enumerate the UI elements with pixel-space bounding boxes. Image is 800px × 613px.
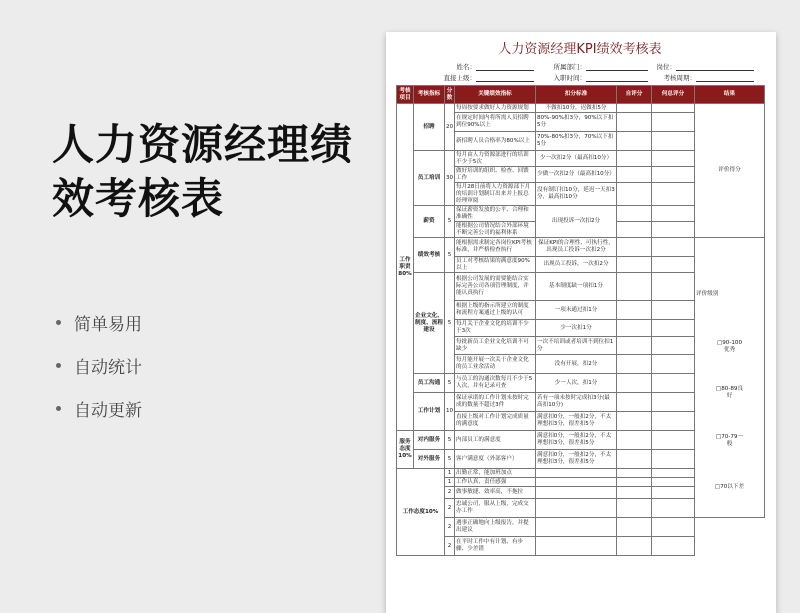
manager-score-cell[interactable] bbox=[652, 132, 695, 151]
self-score-cell[interactable] bbox=[617, 537, 652, 556]
manager-score-cell[interactable] bbox=[652, 537, 695, 556]
feature-list bbox=[56, 312, 142, 441]
table-row: 工作职责80% 招聘 20 每周按要求做好人力资源规划 不做扣10分，迟做扣5分 评价得分 bbox=[397, 104, 765, 113]
table-row: 工作态度10% 1 出勤正常，能加班加点 bbox=[397, 469, 765, 478]
manager-score-cell[interactable] bbox=[652, 301, 695, 320]
page-title: 人力资源经理绩 效考核表 bbox=[52, 120, 354, 223]
table-row: 能根据公司情况结合外部环境不断完善公司的福利体系 bbox=[397, 222, 765, 238]
self-score-cell[interactable] bbox=[617, 151, 652, 167]
manager-score-cell[interactable] bbox=[652, 183, 695, 206]
table-row: 对外服务 5 客户满意度（外部客户） 满意扣0分，一般扣2分，不太理想扣3分，很差扣5分 bbox=[397, 450, 765, 469]
self-score-cell[interactable] bbox=[617, 499, 652, 518]
manager-score-cell[interactable] bbox=[652, 374, 695, 393]
self-score-cell[interactable] bbox=[617, 206, 652, 222]
table-row: 2 忠诚公司，服从上级，完成交办工作 bbox=[397, 499, 765, 518]
info-row-2: 直接上级： 入职时间： 考核周期： bbox=[396, 71, 764, 82]
manager-score-cell[interactable] bbox=[652, 478, 695, 487]
manager-score-cell[interactable] bbox=[652, 393, 695, 412]
manager-score-cell[interactable] bbox=[652, 450, 695, 469]
category-cell: 工作职责80% bbox=[397, 104, 414, 431]
entry-date-field[interactable] bbox=[586, 74, 648, 82]
self-score-cell[interactable] bbox=[617, 320, 652, 337]
table-row: 绩效考核 5 能根据需求制定各岗位KPI考核标准，并严格检查执行 保证KPI的合理性、可执行性，出现员工投诉一次扣2分 评价级别 □90-100优秀 □80-89良好 □70-79一般 □70以下差 bbox=[397, 238, 765, 257]
manager-score-cell[interactable] bbox=[652, 167, 695, 183]
bullet-icon bbox=[56, 406, 61, 411]
manager-score-cell[interactable] bbox=[652, 113, 695, 132]
table-row: 每月28日前将人力资源部下月的培训计划制订出来并上报总经理审阅 没有制订扣10分，延迟一天扣3分，最高扣10分 bbox=[397, 183, 765, 206]
document-preview bbox=[386, 32, 776, 613]
dept-field[interactable] bbox=[586, 63, 648, 71]
feature-item: 自动更新 bbox=[56, 398, 142, 419]
manager-score-cell[interactable] bbox=[652, 257, 695, 273]
self-score-cell[interactable] bbox=[617, 431, 652, 450]
table-row: 新招聘人员合格率为80%以上 70%-80%扣3分，70%以下扣5分 bbox=[397, 132, 765, 151]
self-score-cell[interactable] bbox=[617, 238, 652, 257]
table-row: 薪资 5 保证薪资发放的公平、合理和准确性 出现投诉一次扣2分 bbox=[397, 206, 765, 222]
manager-score-cell[interactable] bbox=[652, 238, 695, 257]
manager-score-cell[interactable] bbox=[652, 151, 695, 167]
manager-score-cell[interactable] bbox=[652, 469, 695, 478]
self-score-cell[interactable] bbox=[617, 450, 652, 469]
manager-score-cell[interactable] bbox=[652, 499, 695, 518]
manager-score-cell[interactable] bbox=[652, 104, 695, 113]
feature-item: 自动统计 bbox=[56, 355, 142, 376]
self-score-cell[interactable] bbox=[617, 301, 652, 320]
manager-score-cell[interactable] bbox=[652, 431, 695, 450]
table-row: 直接上级对工作计划完成质量的满意度 满意扣0分，一般扣2分，不太理想扣3分，很差扣5分 bbox=[397, 412, 765, 431]
manager-score-cell[interactable] bbox=[652, 337, 695, 355]
name-field[interactable] bbox=[476, 63, 534, 71]
table-row: 2 做事敏捷、效率高，不拖拉 bbox=[397, 487, 765, 499]
bullet-icon bbox=[56, 363, 61, 368]
table-row: 员工沟通 5 与员工的沟通次数每月不少于5人次，并有记录可查 少一人次，扣1分 bbox=[397, 374, 765, 393]
document-title: 人力资源经理KPI绩效考核表 bbox=[498, 42, 662, 57]
table-row: 每批新员工企业文化培训不可缺少 一次不培训或者培训不到位扣1分 bbox=[397, 337, 765, 355]
self-score-cell[interactable] bbox=[617, 132, 652, 151]
self-score-cell[interactable] bbox=[617, 167, 652, 183]
table-row: 在规定时间内将所需人员招聘到位90%以上 80%-90%扣3分，90%以下扣5分 bbox=[397, 113, 765, 132]
manager-score-cell[interactable] bbox=[652, 518, 695, 537]
self-score-cell[interactable] bbox=[617, 412, 652, 431]
manager-score-cell[interactable] bbox=[652, 412, 695, 431]
manager-score-cell[interactable] bbox=[652, 222, 695, 238]
self-score-cell[interactable] bbox=[617, 487, 652, 499]
self-score-cell[interactable] bbox=[617, 478, 652, 487]
grade-cell: 评价级别 □90-100优秀 □80-89良好 □70-79一般 □70以下差 bbox=[695, 238, 765, 518]
category-cell: 工作态度10% bbox=[397, 469, 445, 556]
manager-score-cell[interactable] bbox=[652, 487, 695, 499]
self-score-cell[interactable] bbox=[617, 273, 652, 301]
self-score-cell[interactable] bbox=[617, 355, 652, 374]
table-row: 每月关于企业文化的培训不少于3次 少一次扣1分 bbox=[397, 320, 765, 337]
table-row: 企业文化、制度、流程建设 5 根据公司发展的需要能结合实际完善公司各项管理制度，并能认真执行 基本制度缺一项扣1分 bbox=[397, 273, 765, 301]
post-field[interactable] bbox=[676, 63, 754, 71]
table-header-row: 考核项目 考核指标 分数 关键绩效指标 扣分标准 自评分 何总评分 结果 bbox=[397, 86, 765, 104]
table-row: 每月能开展一次关于企业文化的员工业余活动 没有开展，扣2分 bbox=[397, 355, 765, 374]
table-row: 员工对考核结果的满意度90%以上 出现员工投诉，一次扣2分 bbox=[397, 257, 765, 273]
manager-score-cell[interactable] bbox=[652, 206, 695, 222]
table-row: 2 在平时工作中有计划、有步骤、少差错 bbox=[397, 537, 765, 556]
self-score-cell[interactable] bbox=[617, 257, 652, 273]
category-cell: 服务态度10% bbox=[397, 431, 414, 469]
bullet-icon bbox=[56, 320, 61, 325]
table-row: 工作计划 10 保证承诺的工作计划未按时完成的数量不超过3件 若有一项未按时完成扣3分(最高扣10分) bbox=[397, 393, 765, 412]
supervisor-field[interactable] bbox=[476, 74, 534, 82]
table-row: 员工培训 30 每月由人力资源部进行的培训不少于5次 少一次扣2分（最高扣10分） bbox=[397, 151, 765, 167]
self-score-cell[interactable] bbox=[617, 183, 652, 206]
feature-item: 简单易用 bbox=[56, 312, 142, 333]
self-score-cell[interactable] bbox=[617, 222, 652, 238]
promo-panel bbox=[0, 0, 380, 613]
self-score-cell[interactable] bbox=[617, 393, 652, 412]
period-field[interactable] bbox=[696, 74, 754, 82]
table-row: 做好培训的组织、检查、回馈工作 少做一次扣2分（最高扣10分） bbox=[397, 167, 765, 183]
self-score-cell[interactable] bbox=[617, 337, 652, 355]
manager-score-cell[interactable] bbox=[652, 320, 695, 337]
self-score-cell[interactable] bbox=[617, 104, 652, 113]
manager-score-cell[interactable] bbox=[652, 355, 695, 374]
self-score-cell[interactable] bbox=[617, 518, 652, 537]
info-row-1: 姓名： 所属部门： 岗位： bbox=[396, 60, 764, 71]
self-score-cell[interactable] bbox=[617, 374, 652, 393]
table-row: 1 工作认真，责任感强 bbox=[397, 478, 765, 487]
table-row: 服务态度10% 对内服务 5 内部员工的满意度 满意扣0分，一般扣2分，不太理想扣3分，很差扣5分 bbox=[397, 431, 765, 450]
self-score-cell[interactable] bbox=[617, 469, 652, 478]
manager-score-cell[interactable] bbox=[652, 273, 695, 301]
table-row: 2 遇事正确地向上级报告，并提出建议 bbox=[397, 518, 765, 537]
kpi-table bbox=[396, 85, 765, 556]
table-row: 根据上级的指示所建立的制度和流程方案通过上级的认可 一项未通过扣1分 bbox=[397, 301, 765, 320]
self-score-cell[interactable] bbox=[617, 113, 652, 132]
